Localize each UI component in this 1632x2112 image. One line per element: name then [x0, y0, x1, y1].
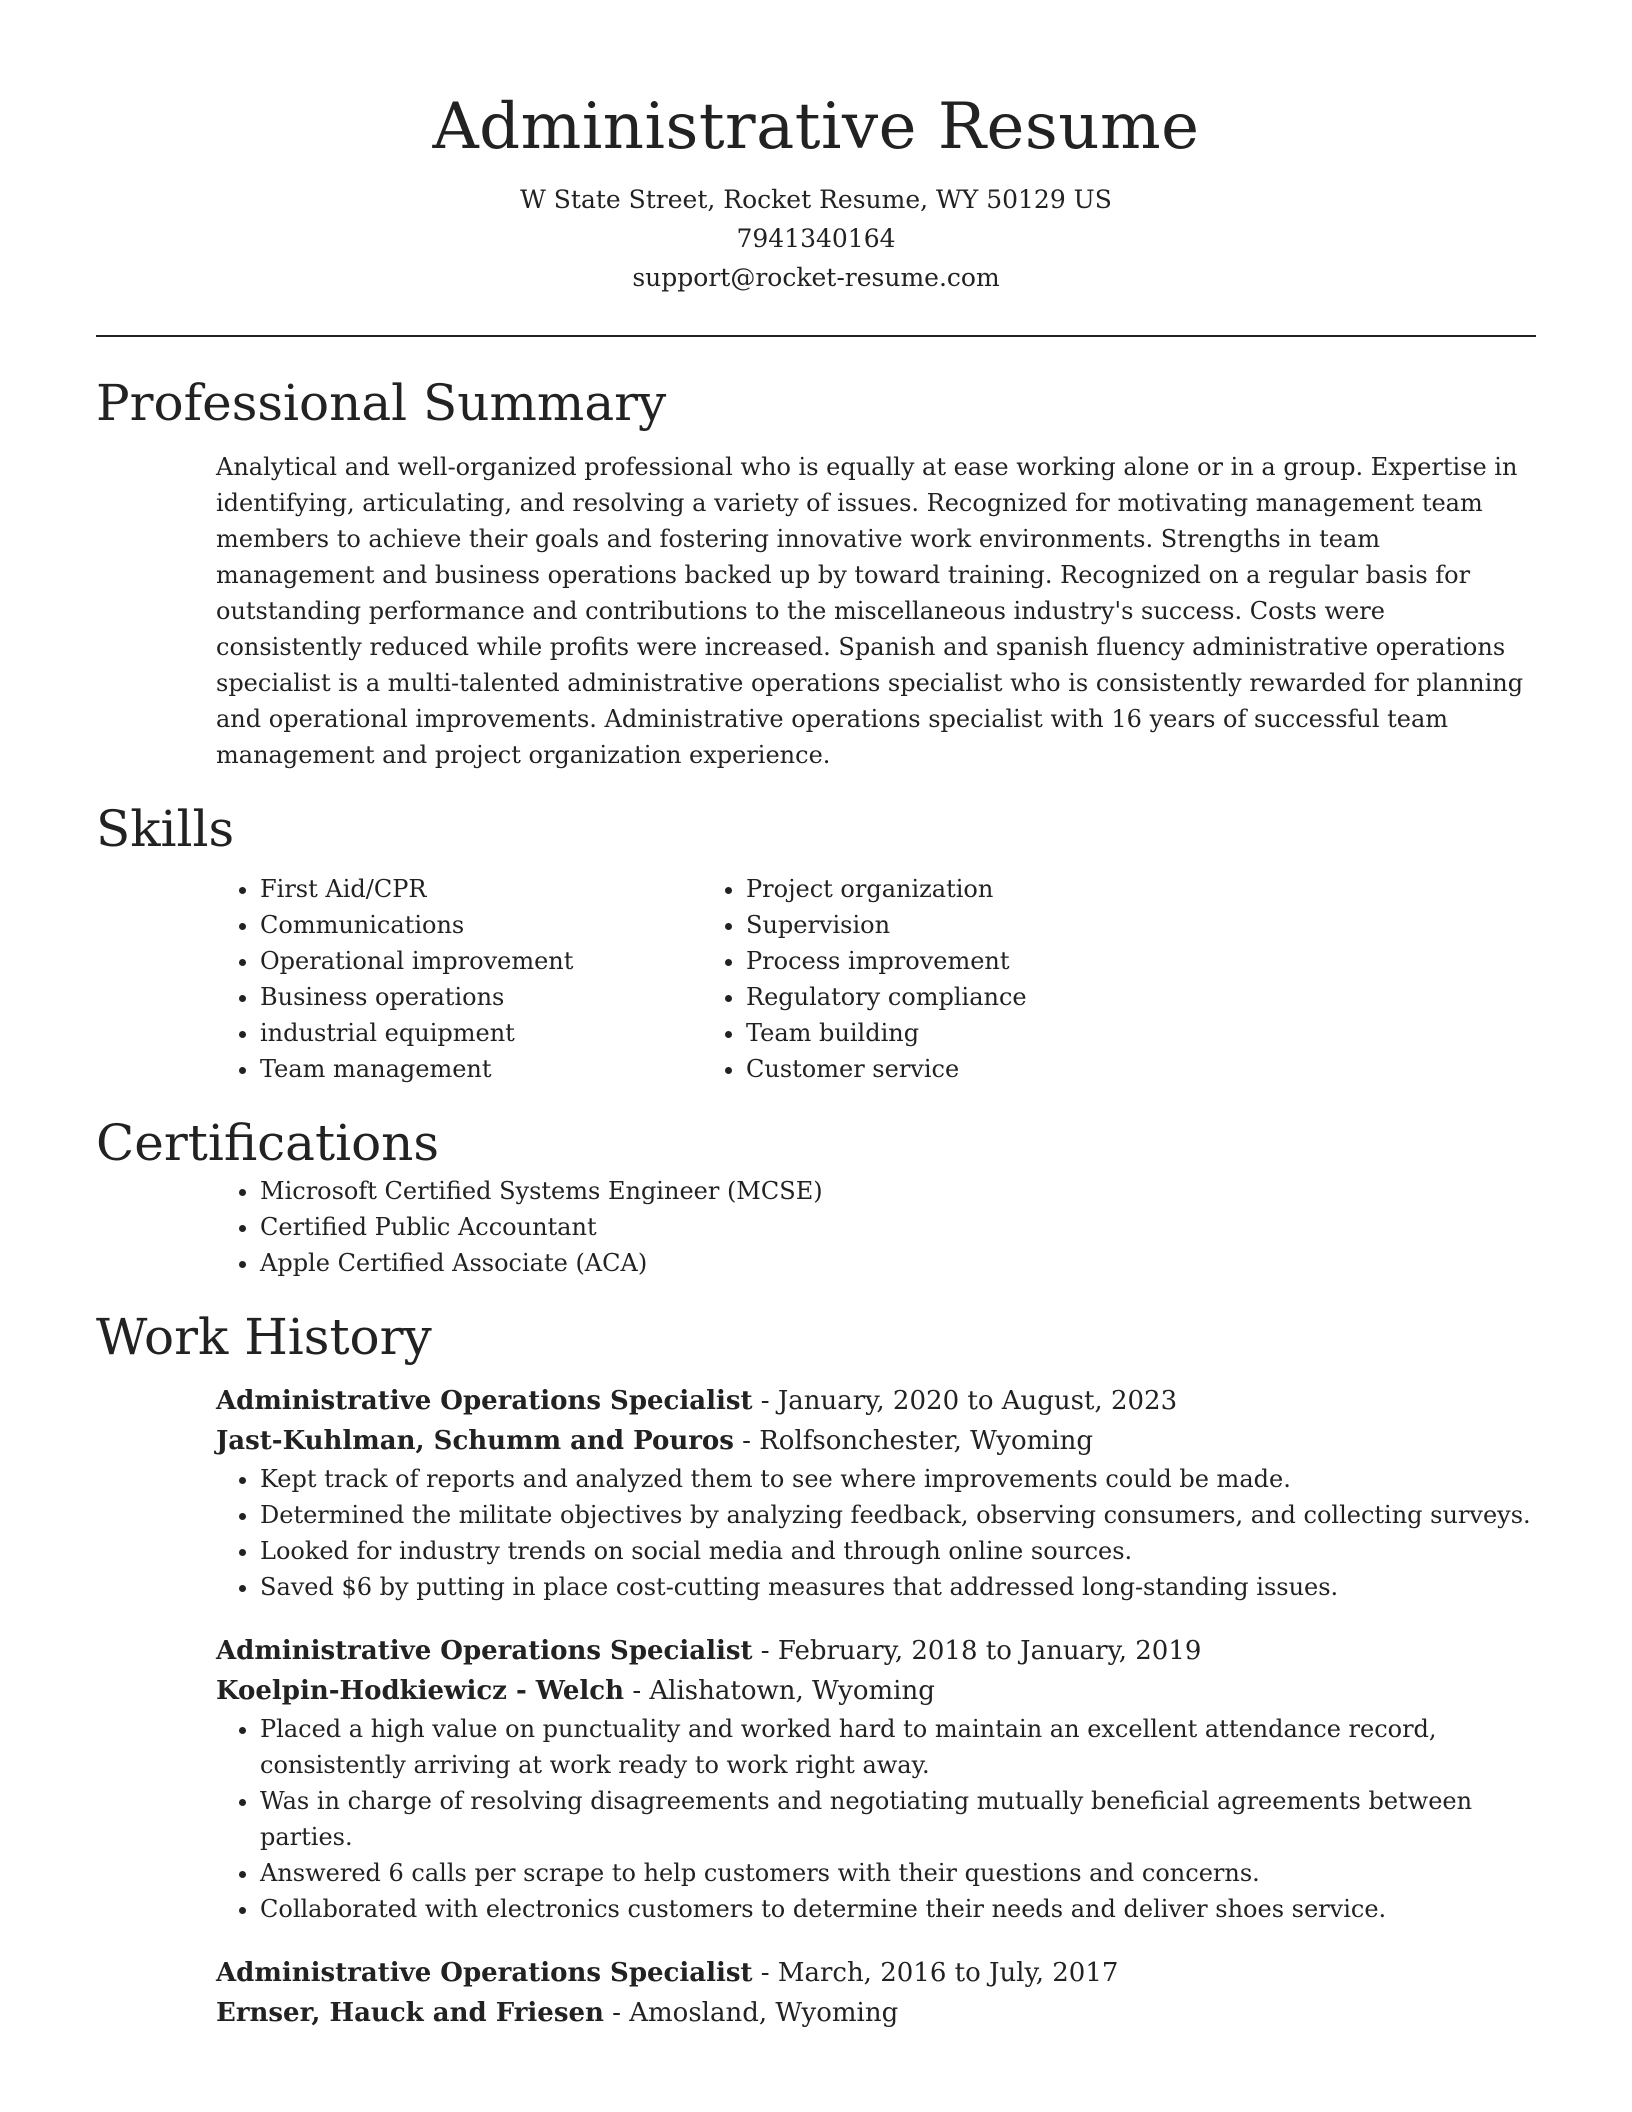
job-location: Rolfsonchester, Wyoming: [759, 1426, 1093, 1456]
skill-item: • Project organization: [746, 871, 1396, 907]
duty-item: • Saved $6 by putting in place cost-cutting measures that addressed long-standing issues.: [260, 1569, 1540, 1605]
skill-item: • Regulatory compliance: [746, 979, 1396, 1015]
certifications-list: [96, 1173, 1536, 1281]
duty-item: • Collaborated with electronics customers to determine their needs and deliver shoes service.: [260, 1891, 1540, 1927]
contact-phone: 7941340164: [736, 224, 896, 253]
skill-item: • First Aid/CPR: [260, 871, 746, 907]
separator: -: [760, 1386, 778, 1416]
skill-item: • Process improvement: [746, 943, 1396, 979]
job-duties-list: [216, 1461, 1540, 1605]
resume-header: [96, 0, 1536, 297]
separator: -: [742, 1426, 760, 1456]
duty-item: • Placed a high value on punctuality and worked hard to maintain an excellent attendance record, consistently arriving at work ready to work right away.: [260, 1711, 1540, 1783]
resume-page: [96, 0, 1536, 2033]
job-role: Administrative Operations Specialist: [216, 1958, 753, 1988]
job-company-line: [216, 1671, 1536, 1711]
contact-email: support@rocket-resume.com: [632, 263, 1000, 292]
duty-item: • Determined the militate objectives by analyzing feedback, observing consumers, and collecting surveys.: [260, 1497, 1540, 1533]
certification-item: • Apple Certified Associate (ACA): [260, 1245, 1536, 1281]
skill-item: • Customer service: [746, 1051, 1396, 1087]
job-entry: [216, 1381, 1536, 1605]
separator: -: [760, 1636, 778, 1666]
job-company-line: [216, 1993, 1536, 2033]
skills-list: [96, 871, 1536, 1087]
job-dates: February, 2018 to January, 2019: [777, 1636, 1202, 1666]
summary-text: Analytical and well-organized professional who is equally at ease working alone or in a group. Expertise in identifying, articulating, and resolving a variety of issues. Recognized for motivating management team members to achieve their goals and fostering innovative work environments. Strengths in team management and business operations backed up by toward training. Recognized on a regular basis for outstanding performance and contributions to the miscellaneous industry's success. Costs were consistently reduced while profits were increased. Spanish and spanish fluency administrative operations specialist is a multi-talented administrative operations specialist who is consistently rewarded for planning and operational improvements. Administrative operations specialist with 16 years of successful team management and project organization experience.: [216, 453, 1524, 769]
skills-column-left: [96, 871, 746, 1087]
job-dates: March, 2016 to July, 2017: [777, 1958, 1119, 1988]
certification-item: • Certified Public Accountant: [260, 1209, 1536, 1245]
skill-item: • Business operations: [260, 979, 746, 1015]
skill-item: • Communications: [260, 907, 746, 943]
contact-block: [96, 180, 1536, 297]
job-company: Koelpin-Hodkiewicz - Welch: [216, 1676, 625, 1706]
job-company-line: [216, 1421, 1536, 1461]
job-dates: January, 2020 to August, 2023: [777, 1386, 1178, 1416]
skill-item: • Team management: [260, 1051, 746, 1087]
job-title-line: [216, 1631, 1536, 1671]
separator: -: [760, 1958, 778, 1988]
job-location: Amosland, Wyoming: [629, 1998, 899, 2028]
work-history-heading: Work History: [96, 1308, 432, 1366]
job-company: Jast-Kuhlman, Schumm and Pouros: [216, 1426, 734, 1456]
skill-item: • Operational improvement: [260, 943, 746, 979]
duty-item: • Looked for industry trends on social media and through online sources.: [260, 1533, 1540, 1569]
skill-item: • Supervision: [746, 907, 1396, 943]
job-location: Alishatown, Wyoming: [649, 1676, 935, 1706]
page-title: Administrative Resume: [432, 90, 1200, 164]
skills-column-right: [746, 871, 1396, 1087]
certification-item: • Microsoft Certified Systems Engineer (MCSE): [260, 1173, 1536, 1209]
job-role: Administrative Operations Specialist: [216, 1386, 753, 1416]
summary-heading: Professional Summary: [96, 374, 667, 432]
job-title-line: [216, 1953, 1536, 1993]
skill-item: • industrial equipment: [260, 1015, 746, 1051]
job-entry: [216, 1953, 1536, 2033]
job-role: Administrative Operations Specialist: [216, 1636, 753, 1666]
job-title-line: [216, 1381, 1536, 1421]
skills-heading: Skills: [96, 800, 235, 858]
certifications-heading: Certifications: [96, 1114, 440, 1172]
duty-item: • Kept track of reports and analyzed them to see where improvements could be made.: [260, 1461, 1540, 1497]
contact-address: W State Street, Rocket Resume, WY 50129 US: [520, 185, 1112, 214]
skill-item: • Team building: [746, 1015, 1396, 1051]
separator: -: [612, 1998, 630, 2028]
duty-item: • Answered 6 calls per scrape to help customers with their questions and concerns.: [260, 1855, 1540, 1891]
job-duties-list: [216, 1711, 1540, 1927]
separator: -: [632, 1676, 650, 1706]
duty-item: • Was in charge of resolving disagreements and negotiating mutually beneficial agreements between parties.: [260, 1783, 1540, 1855]
header-divider: [96, 335, 1536, 337]
job-entry: [216, 1631, 1536, 1927]
job-company: Ernser, Hauck and Friesen: [216, 1998, 604, 2028]
